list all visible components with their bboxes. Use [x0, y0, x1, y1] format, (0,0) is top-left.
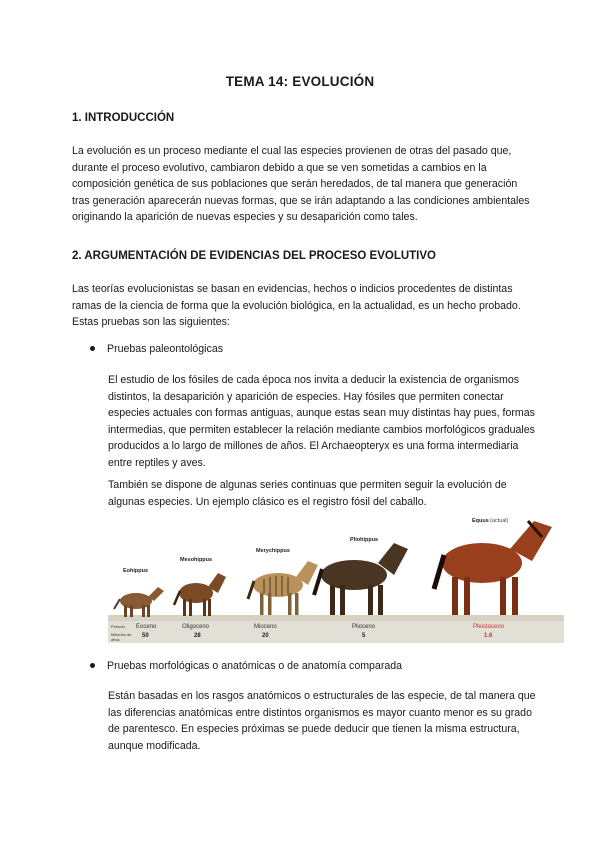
era-mioceno: Mioceno	[254, 624, 277, 630]
horse-equus	[434, 521, 552, 615]
morfologicas-paragraph: Están basadas en los rasgos anatómicos o estructurales de las especie, de tal manera que las diferencias anatómicas entre distintos organismos es mayor cuanto menor es su grado de parentesco. En especies próximas se puede deducir que tienen la misma estructura, aunque modificada.	[108, 690, 536, 752]
bullet-dot	[90, 346, 95, 351]
myr-plioceno: 5	[362, 633, 366, 639]
era-oligoceno: Oligoceno	[182, 624, 210, 630]
myr-pleistoceno: 1.6	[484, 633, 493, 639]
geologic-time-strip	[108, 621, 564, 643]
horse-label-mesohippus: Mesohippus	[180, 557, 213, 563]
myr-oligoceno: 28	[194, 633, 201, 639]
strip-row-label-myr: Millones de años	[111, 632, 132, 642]
era-plioceno: Plioceno	[352, 624, 376, 630]
horse-illustration	[108, 517, 564, 621]
evidencias-intro-paragraph: Las teorías evolucionistas se basan en evidencias, hechos o indicios procedentes de distintas ramas de la ciencia de forma que la evolución biológica, en la actualidad, es un hecho probado. Estas pruebas son las siguientes:	[72, 283, 521, 329]
section-heading-introduccion: 1. INTRODUCCIÓN	[72, 112, 175, 124]
intro-paragraph: La evolución es un proceso mediante el cual las especies provienen de otras del pasado que, durante el proceso evolutivo, cambiaron debido a que se ven sometidas a cambios en la composición genética de sus poblaciones que serán heredados, de tal manera que generación tras generación aparecerán nuevas formas, que se irán adaptando a las condiciones ambientales originando la aparición de nuevas especies y su desaparición como tales.	[72, 145, 530, 224]
strip-row-label-period: Periodo	[111, 624, 125, 629]
page-title: TEMA 14: EVOLUCIÓN	[225, 74, 375, 89]
era-eoceno: Eoceno	[136, 624, 157, 630]
horse-label-eohippus: Eohippus	[123, 568, 149, 574]
paleontologicas-paragraph-2: También se dispone de algunas series continuas que permiten seguir la evolución de algunas especies. Un ejemplo clásico es el registro fósil del caballo.	[108, 479, 507, 508]
myr-mioceno: 20	[262, 633, 269, 639]
horse-label-merychippus: Merychippus	[256, 548, 290, 554]
horse-evolution-figure	[108, 517, 564, 643]
horse-label-equus-note: (actual)	[490, 518, 509, 524]
bullet-label: Pruebas paleontológicas	[107, 343, 224, 355]
paleontologicas-paragraph-1: El estudio de los fósiles de cada época nos invita a deducir la existencia de organismos distintos, la desaparición y aparición de especies. Hay fósiles que permiten conectar especies actuales con formas antiguas, aunque estas sean muy distintas hay pues, formas intermedias, que permiten establecer la relación mediante cambios morfológicos graduales producidos a lo largo de millones de años. El Archaeopteryx es una forma intermediaria entre reptiles y aves.	[108, 374, 535, 469]
bullet-label: Pruebas morfológicas o anatómicas o de anatomía comparada	[107, 660, 403, 672]
era-pleistoceno: Pleistoceno	[473, 624, 505, 630]
myr-eoceno: 50	[142, 633, 149, 639]
horse-mesohippus	[174, 573, 226, 616]
horse-label-equus: Equus	[472, 518, 489, 524]
bullet-item-morfologicas	[90, 660, 402, 672]
bullet-dot	[90, 663, 95, 668]
horse-eohippus	[114, 587, 164, 617]
section-heading-evidencias: 2. ARGUMENTACIÓN DE EVIDENCIAS DEL PROCESO EVOLUTIVO	[72, 250, 436, 262]
bullet-item-paleontologicas	[90, 343, 223, 355]
horse-merychippus	[248, 561, 318, 615]
horse-pliohippus	[314, 543, 408, 615]
horse-label-pliohippus: Pliohippus	[350, 537, 379, 543]
